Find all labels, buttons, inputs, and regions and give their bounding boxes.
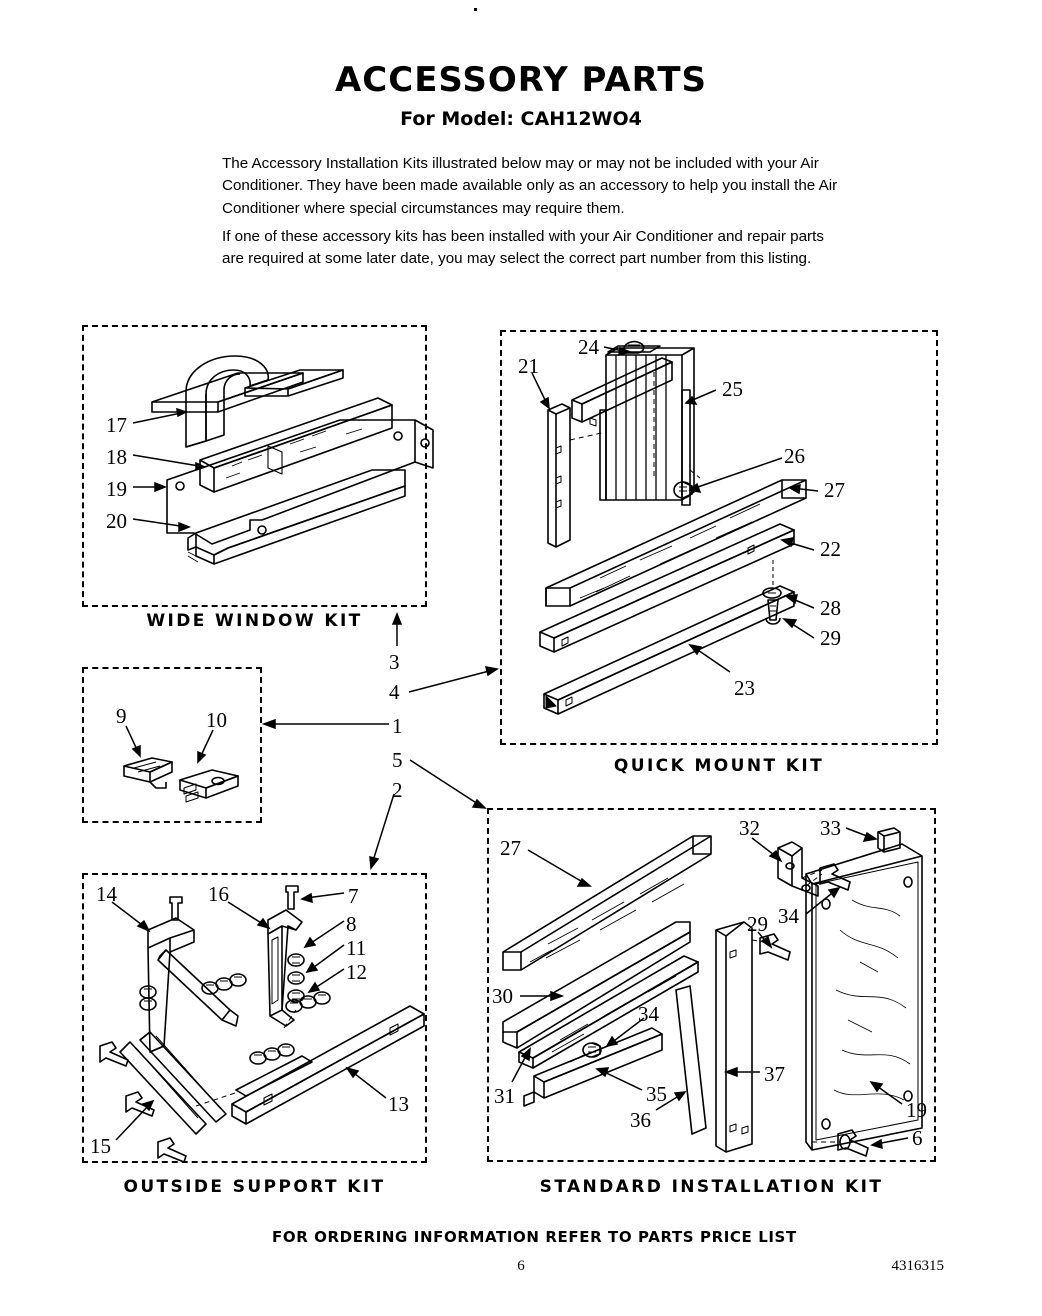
page-number: 6 xyxy=(517,1258,525,1274)
callout-6: 6 xyxy=(912,1126,923,1150)
callout-17: 17 xyxy=(106,413,127,437)
callout-14: 14 xyxy=(96,882,117,906)
callout-29-standard: 29 xyxy=(747,912,768,936)
callout-30: 30 xyxy=(492,984,513,1008)
callout-11: 11 xyxy=(346,936,367,960)
callout-10: 10 xyxy=(206,708,227,732)
callout-19-standard: 19 xyxy=(906,1098,927,1122)
callout-35: 35 xyxy=(646,1082,667,1106)
ordering-info-note: FOR ORDERING INFORMATION REFER TO PARTS PRICE LIST xyxy=(272,1228,797,1246)
callout-8: 8 xyxy=(346,912,357,936)
panel-title-standard-installation-kit: STANDARD INSTALLATION KIT xyxy=(539,1177,884,1197)
callout-37: 37 xyxy=(764,1062,785,1086)
page-title: ACCESSORY PARTS xyxy=(334,60,708,100)
intro-paragraph-1: The Accessory Installation Kits illustrated below may or may not be included with your Air Conditioner. They have been made available only as an accessory to help you install the Air Conditioner where special circumstances may require them. xyxy=(222,155,838,217)
callout-22: 22 xyxy=(820,537,841,561)
callout-18: 18 xyxy=(106,445,127,469)
callout-24: 24 xyxy=(578,335,599,359)
index-callout-3: 3 xyxy=(389,650,400,674)
callout-27: 27 xyxy=(824,478,845,502)
callout-9: 9 xyxy=(116,704,127,728)
callout-34-bracket: 34 xyxy=(778,904,799,928)
callout-36: 36 xyxy=(630,1108,651,1132)
callout-34-channel: 34 xyxy=(638,1002,659,1026)
callout-28: 28 xyxy=(820,596,841,620)
callout-21: 21 xyxy=(518,354,539,378)
callout-31: 31 xyxy=(494,1084,515,1108)
intro-paragraph-2: If one of these accessory kits has been installed with your Air Conditioner and repair parts are required at some later date, you may select the correct part number from this listing. xyxy=(222,228,824,268)
model-subtitle: For Model: CAH12WO4 xyxy=(400,108,642,130)
callout-19: 19 xyxy=(106,477,127,501)
callout-12: 12 xyxy=(346,960,367,984)
callout-33: 33 xyxy=(820,816,841,840)
document-number: 4316315 xyxy=(891,1258,944,1274)
panel-title-wide-window-kit: WIDE WINDOW KIT xyxy=(146,611,363,631)
callout-26: 26 xyxy=(784,444,805,468)
callout-29: 29 xyxy=(820,626,841,650)
callout-20: 20 xyxy=(106,509,127,533)
index-callout-2: 2 xyxy=(392,778,403,802)
index-callout-5: 5 xyxy=(392,748,403,772)
callout-13: 13 xyxy=(388,1092,409,1116)
callout-23: 23 xyxy=(734,676,755,700)
callout-32: 32 xyxy=(739,816,760,840)
index-callout-1: 1 xyxy=(392,714,403,738)
callout-7: 7 xyxy=(348,884,359,908)
callout-16: 16 xyxy=(208,882,229,906)
callout-25: 25 xyxy=(722,377,743,401)
panel-title-outside-support-kit: OUTSIDE SUPPORT KIT xyxy=(123,1177,386,1197)
panel-title-quick-mount-kit: QUICK MOUNT KIT xyxy=(613,756,825,776)
index-callout-4: 4 xyxy=(389,680,400,704)
callout-15: 15 xyxy=(90,1134,111,1158)
callout-27-standard: 27 xyxy=(500,836,521,860)
